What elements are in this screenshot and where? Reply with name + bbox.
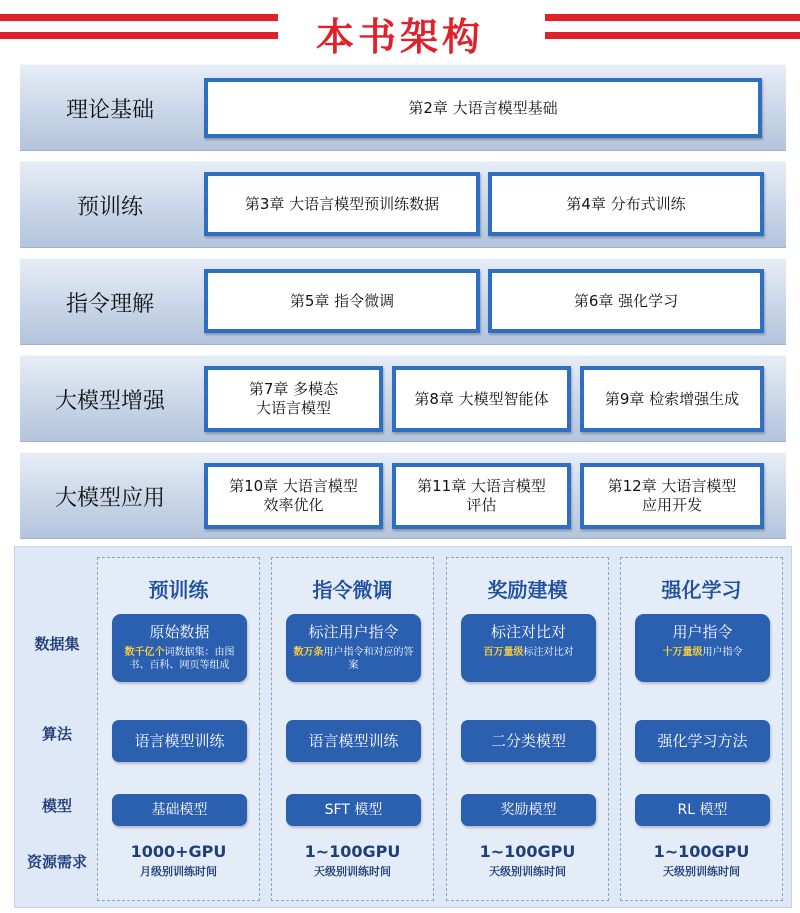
chapter-box [392,463,571,529]
dataset-highlight: 十万量级 [662,647,703,658]
training-pipeline-panel [14,546,792,908]
stage-title: 指令微调 [312,578,393,602]
row-label-dataset: 数据集 [34,635,80,653]
dataset-description [118,646,241,672]
chapter-box [204,463,383,529]
resource-time: 天级别训练时间 [663,865,740,878]
model-box: 基础模型 [112,794,247,826]
chapter-text: 第7章 多模态 [248,380,339,398]
dataset-box [461,614,596,682]
dataset-description [641,646,764,659]
model-box: 奖励模型 [461,794,596,826]
stage-column-instruction-tuning [271,557,434,901]
dataset-detail: 用户指令 [702,647,743,658]
dataset-description [292,646,415,672]
dataset-description [467,646,590,659]
dataset-title: 用户指令 [672,623,733,641]
stage-title: 奖励建模 [487,578,568,602]
chapter-box [580,463,764,529]
row-label-algorithm: 算法 [41,725,72,743]
dataset-title: 原始数据 [149,623,210,641]
dataset-box [112,614,247,682]
dataset-title: 标注用户指令 [308,623,399,641]
chapter-text: 第6章 强化学习 [573,291,679,310]
chapter-text: 第5章 指令微调 [289,291,395,310]
chapter-box [488,172,764,236]
chapter-text: 第11章 大语言模型 [417,477,546,495]
dataset-detail: 用户指令和对应的答案 [323,647,414,671]
dataset-detail: 词数据集：由图书、百科、网页等组成 [129,647,235,671]
resource-time: 天级别训练时间 [314,865,391,878]
algorithm-box: 二分类模型 [461,720,596,762]
stage-column-pretraining [97,557,260,901]
dataset-box [635,614,770,682]
resource-amount: 1~100GPU [304,842,401,861]
chapter-text: 第2章 大语言模型基础 [408,98,558,117]
chapter-text: 第10章 大语言模型 [229,477,358,495]
layer-label: 指令理解 [65,292,154,317]
algorithm-box: 语言模型训练 [286,720,421,762]
layer-row-instruction [20,258,786,345]
stage-column-reward-modeling [446,557,609,901]
chapter-text-line2: 效率优化 [263,496,324,514]
layer-label: 大模型应用 [54,486,165,511]
chapter-text-line2: 评估 [466,496,497,514]
page-title: 本书架构 [315,15,484,59]
chapter-box [580,366,764,432]
dataset-highlight: 数千亿个 [124,647,165,658]
model-box: RL 模型 [635,794,770,826]
row-label-model: 模型 [41,797,72,815]
chapter-box [204,269,480,333]
chapter-text: 第4章 分布式训练 [566,194,686,213]
layer-row-theory [20,64,786,151]
dataset-detail: 标注对比对 [523,647,574,658]
layer-label: 理论基础 [65,98,154,123]
algorithm-box: 强化学习方法 [635,720,770,762]
row-label-resource: 资源需求 [26,853,87,871]
chapter-text: 第12章 大语言模型 [607,477,737,495]
resource-time: 天级别训练时间 [489,865,566,878]
resource-amount: 1000+GPU [130,842,227,861]
chapter-text: 第9章 检索增强生成 [604,389,740,408]
stage-title: 强化学习 [661,578,742,602]
stage-column-reinforcement-learning [620,557,783,901]
layer-row-pretraining [20,161,786,248]
resource-amount: 1~100GPU [479,842,576,861]
stage-title: 预训练 [148,578,209,602]
model-box: SFT 模型 [286,794,421,826]
chapter-text-line2: 大语言模型 [255,399,331,417]
dataset-box [286,614,421,682]
chapter-text: 第3章 大语言模型预训练数据 [244,194,440,213]
chapter-box [204,78,762,138]
layer-row-enhancement [20,355,786,442]
layer-label: 大模型增强 [54,389,165,414]
chapter-box [392,366,571,432]
architecture-panel [20,64,786,540]
layer-label: 预训练 [76,195,143,220]
layer-row-application [20,452,786,539]
chapter-text-line2: 应用开发 [641,496,702,514]
algorithm-box: 语言模型训练 [112,720,247,762]
dataset-title: 标注对比对 [490,623,566,641]
dataset-highlight: 百万量级 [483,647,524,658]
resource-amount: 1~100GPU [653,842,750,861]
dataset-highlight: 数万条 [293,647,324,658]
chapter-text: 第8章 大模型智能体 [414,389,549,408]
chapter-box [488,269,764,333]
resource-time: 月级别训练时间 [140,865,217,878]
chapter-box [204,172,480,236]
chapter-box [204,366,383,432]
